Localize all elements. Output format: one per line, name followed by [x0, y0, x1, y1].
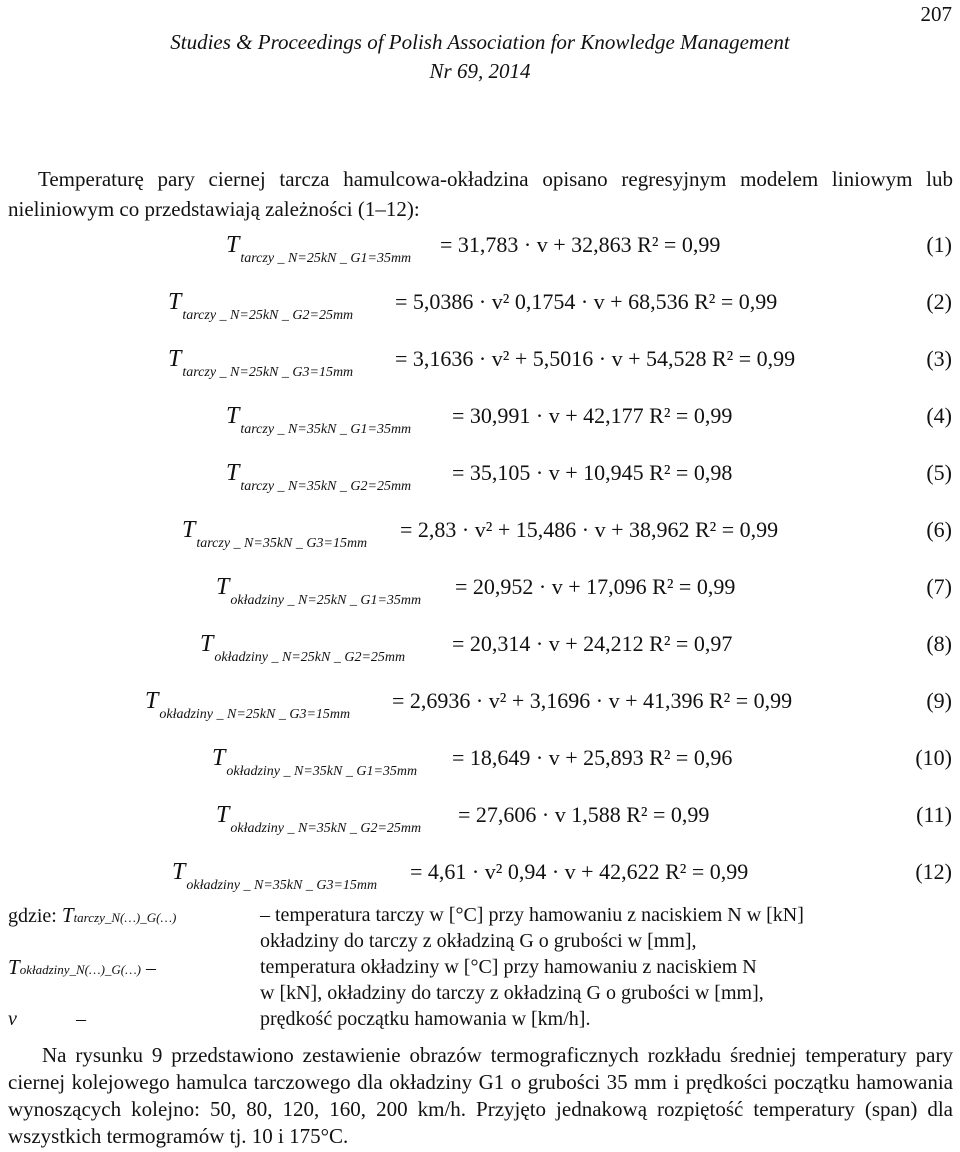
equation-subscript: tarczy _ N=35kN _ G3=15mm — [196, 536, 368, 551]
equation-subscript: tarczy _ N=25kN _ G1=35mm — [240, 251, 412, 266]
equation-subscript: okładziny _ N=35kN _ G3=15mm — [186, 878, 378, 893]
equation-lhs — [168, 346, 354, 380]
symbol-t: T — [168, 346, 182, 372]
definition-term — [8, 1006, 17, 1032]
equation-lhs — [145, 688, 351, 722]
equation-lhs — [226, 460, 412, 494]
symbol-t: T — [216, 574, 230, 600]
symbol-t: T — [216, 802, 230, 828]
equation-subscript: tarczy _ N=25kN _ G2=25mm — [182, 308, 354, 323]
equation-number: (11) — [916, 802, 952, 827]
definition-dash: – — [146, 957, 157, 979]
symbol-t: T — [226, 403, 240, 429]
equation-subscript: tarczy _ N=35kN _ G1=35mm — [240, 422, 412, 437]
definition-text: temperatura okładziny w [°C] przy hamowaniu z naciskiem N — [260, 956, 757, 978]
equation-number: (3) — [926, 346, 952, 371]
definition-term — [8, 954, 156, 983]
equation-rhs: = 20,952 · v + 17,096 R² = 0,99 — [455, 574, 736, 599]
symbol-t: T — [168, 289, 182, 315]
equation-rhs: = 35,105 · v + 10,945 R² = 0,98 — [452, 460, 733, 485]
equation-row — [0, 342, 960, 382]
equation-row — [0, 228, 960, 268]
equation-rhs: = 3,1636 · v² + 5,5016 · v + 54,528 R² = 0,99 — [395, 346, 796, 371]
equation-row — [0, 456, 960, 496]
page-number: 207 — [920, 2, 952, 26]
journal-title: Studies & Proceedings of Polish Association for Knowledge Management — [170, 30, 790, 54]
symbol-t: T — [212, 745, 226, 771]
equation-row — [0, 570, 960, 610]
journal-header — [0, 28, 960, 86]
equation-number: (9) — [926, 688, 952, 713]
equation-subscript: tarczy _ N=35kN _ G2=25mm — [240, 479, 412, 494]
equation-lhs — [200, 631, 406, 665]
definition-row — [8, 954, 953, 980]
equation-lhs — [172, 859, 378, 893]
symbol-t: T — [61, 903, 74, 927]
equation-rhs: = 5,0386 · v² 0,1754 · v + 68,536 R² = 0,99 — [395, 289, 778, 314]
equation-row — [0, 741, 960, 781]
equation-lhs — [226, 403, 412, 437]
symbol-t: T — [200, 631, 214, 657]
equation-rhs: = 20,314 · v + 24,212 R² = 0,97 — [452, 631, 733, 656]
equation-subscript: okładziny _ N=35kN _ G1=35mm — [226, 764, 418, 779]
legend-definitions — [8, 902, 953, 1032]
symbol-t: T — [226, 232, 240, 258]
equation-row — [0, 798, 960, 838]
equation-rhs: = 2,83 · v² + 15,486 · v + 38,962 R² = 0,99 — [400, 517, 779, 542]
equation-lhs — [182, 517, 368, 551]
equation-subscript: okładziny _ N=25kN _ G2=25mm — [214, 650, 406, 665]
symbol-t: T — [145, 688, 159, 714]
equation-number: (10) — [915, 745, 952, 770]
term-subscript: okładziny_N(…)_G(…) — [19, 962, 142, 977]
journal-issue: Nr 69, 2014 — [429, 59, 531, 83]
symbol-v: v — [8, 1008, 17, 1030]
equation-row — [0, 855, 960, 895]
equation-number: (4) — [926, 403, 952, 428]
equation-number: (5) — [926, 460, 952, 485]
equation-lhs — [226, 232, 412, 266]
definition-row — [8, 902, 953, 928]
equation-row — [0, 627, 960, 667]
equation-lhs — [212, 745, 418, 779]
symbol-t: T — [226, 460, 240, 486]
equation-row — [0, 513, 960, 553]
equation-number: (8) — [926, 631, 952, 656]
symbol-t: T — [8, 955, 20, 979]
equation-subscript: tarczy _ N=25kN _ G3=15mm — [182, 365, 354, 380]
definition-row — [8, 980, 953, 1006]
definition-text: okładziny do tarczy z okładziną G o grubości w [mm], — [260, 930, 697, 952]
outro-paragraph: Na rysunku 9 przedstawiono zestawienie obrazów termograficznych rozkładu średniej temperatury pary ciernej kolejowego hamulca tarczowego dla okładziny G1 o grubości 35 mm i prędkości początku hamowania wynoszących kolejno: 50, 80, 120, 160, 200 km/h. Przyjęto jednakową rozpiętość temperatury (span) dla wszystkich termogramów tj. 10 i 175°C. — [8, 1043, 953, 1148]
term-subscript: tarczy_N(…)_G(…) — [73, 910, 177, 925]
equation-lhs — [216, 574, 422, 608]
equation-rhs: = 27,606 · v 1,588 R² = 0,99 — [458, 802, 710, 827]
equation-number: (7) — [926, 574, 952, 599]
symbol-t: T — [182, 517, 196, 543]
definition-row — [8, 1006, 953, 1032]
equation-rhs: = 4,61 · v² 0,94 · v + 42,622 R² = 0,99 — [410, 859, 749, 884]
equation-row — [0, 399, 960, 439]
equation-number: (1) — [926, 232, 952, 257]
equation-rhs: = 30,991 · v + 42,177 R² = 0,99 — [452, 403, 733, 428]
definition-text: w [kN], okładziny do tarczy z okładziną G o grubości w [mm], — [260, 982, 764, 1004]
equation-rhs: = 18,649 · v + 25,893 R² = 0,96 — [452, 745, 733, 770]
equation-number: (6) — [926, 517, 952, 542]
definition-term — [8, 902, 176, 931]
definition-text: prędkość początku hamowania w [km/h]. — [260, 1008, 591, 1030]
definition-dash: – — [76, 1008, 86, 1030]
equation-row — [0, 285, 960, 325]
equation-number: (2) — [926, 289, 952, 314]
equation-row — [0, 684, 960, 724]
equation-lhs — [168, 289, 354, 323]
definition-row — [8, 928, 953, 954]
gdzie-label: gdzie: — [8, 905, 57, 927]
equation-subscript: okładziny _ N=35kN _ G2=25mm — [230, 821, 422, 836]
equation-number: (12) — [915, 859, 952, 884]
equation-subscript: okładziny _ N=25kN _ G1=35mm — [230, 593, 422, 608]
symbol-t: T — [172, 859, 186, 885]
intro-paragraph: Temperaturę pary ciernej tarcza hamulcowa-okładzina opisano regresyjnym modelem liniowym lub nieliniowym co przedstawiają zależności (1–12): — [8, 167, 953, 221]
equation-rhs: = 2,6936 · v² + 3,1696 · v + 41,396 R² = 0,99 — [392, 688, 793, 713]
equation-lhs — [216, 802, 422, 836]
definition-text: – temperatura tarczy w [°C] przy hamowaniu z naciskiem N w [kN] — [260, 904, 804, 926]
equation-subscript: okładziny _ N=25kN _ G3=15mm — [159, 707, 351, 722]
equation-rhs: = 31,783 · v + 32,863 R² = 0,99 — [440, 232, 721, 257]
